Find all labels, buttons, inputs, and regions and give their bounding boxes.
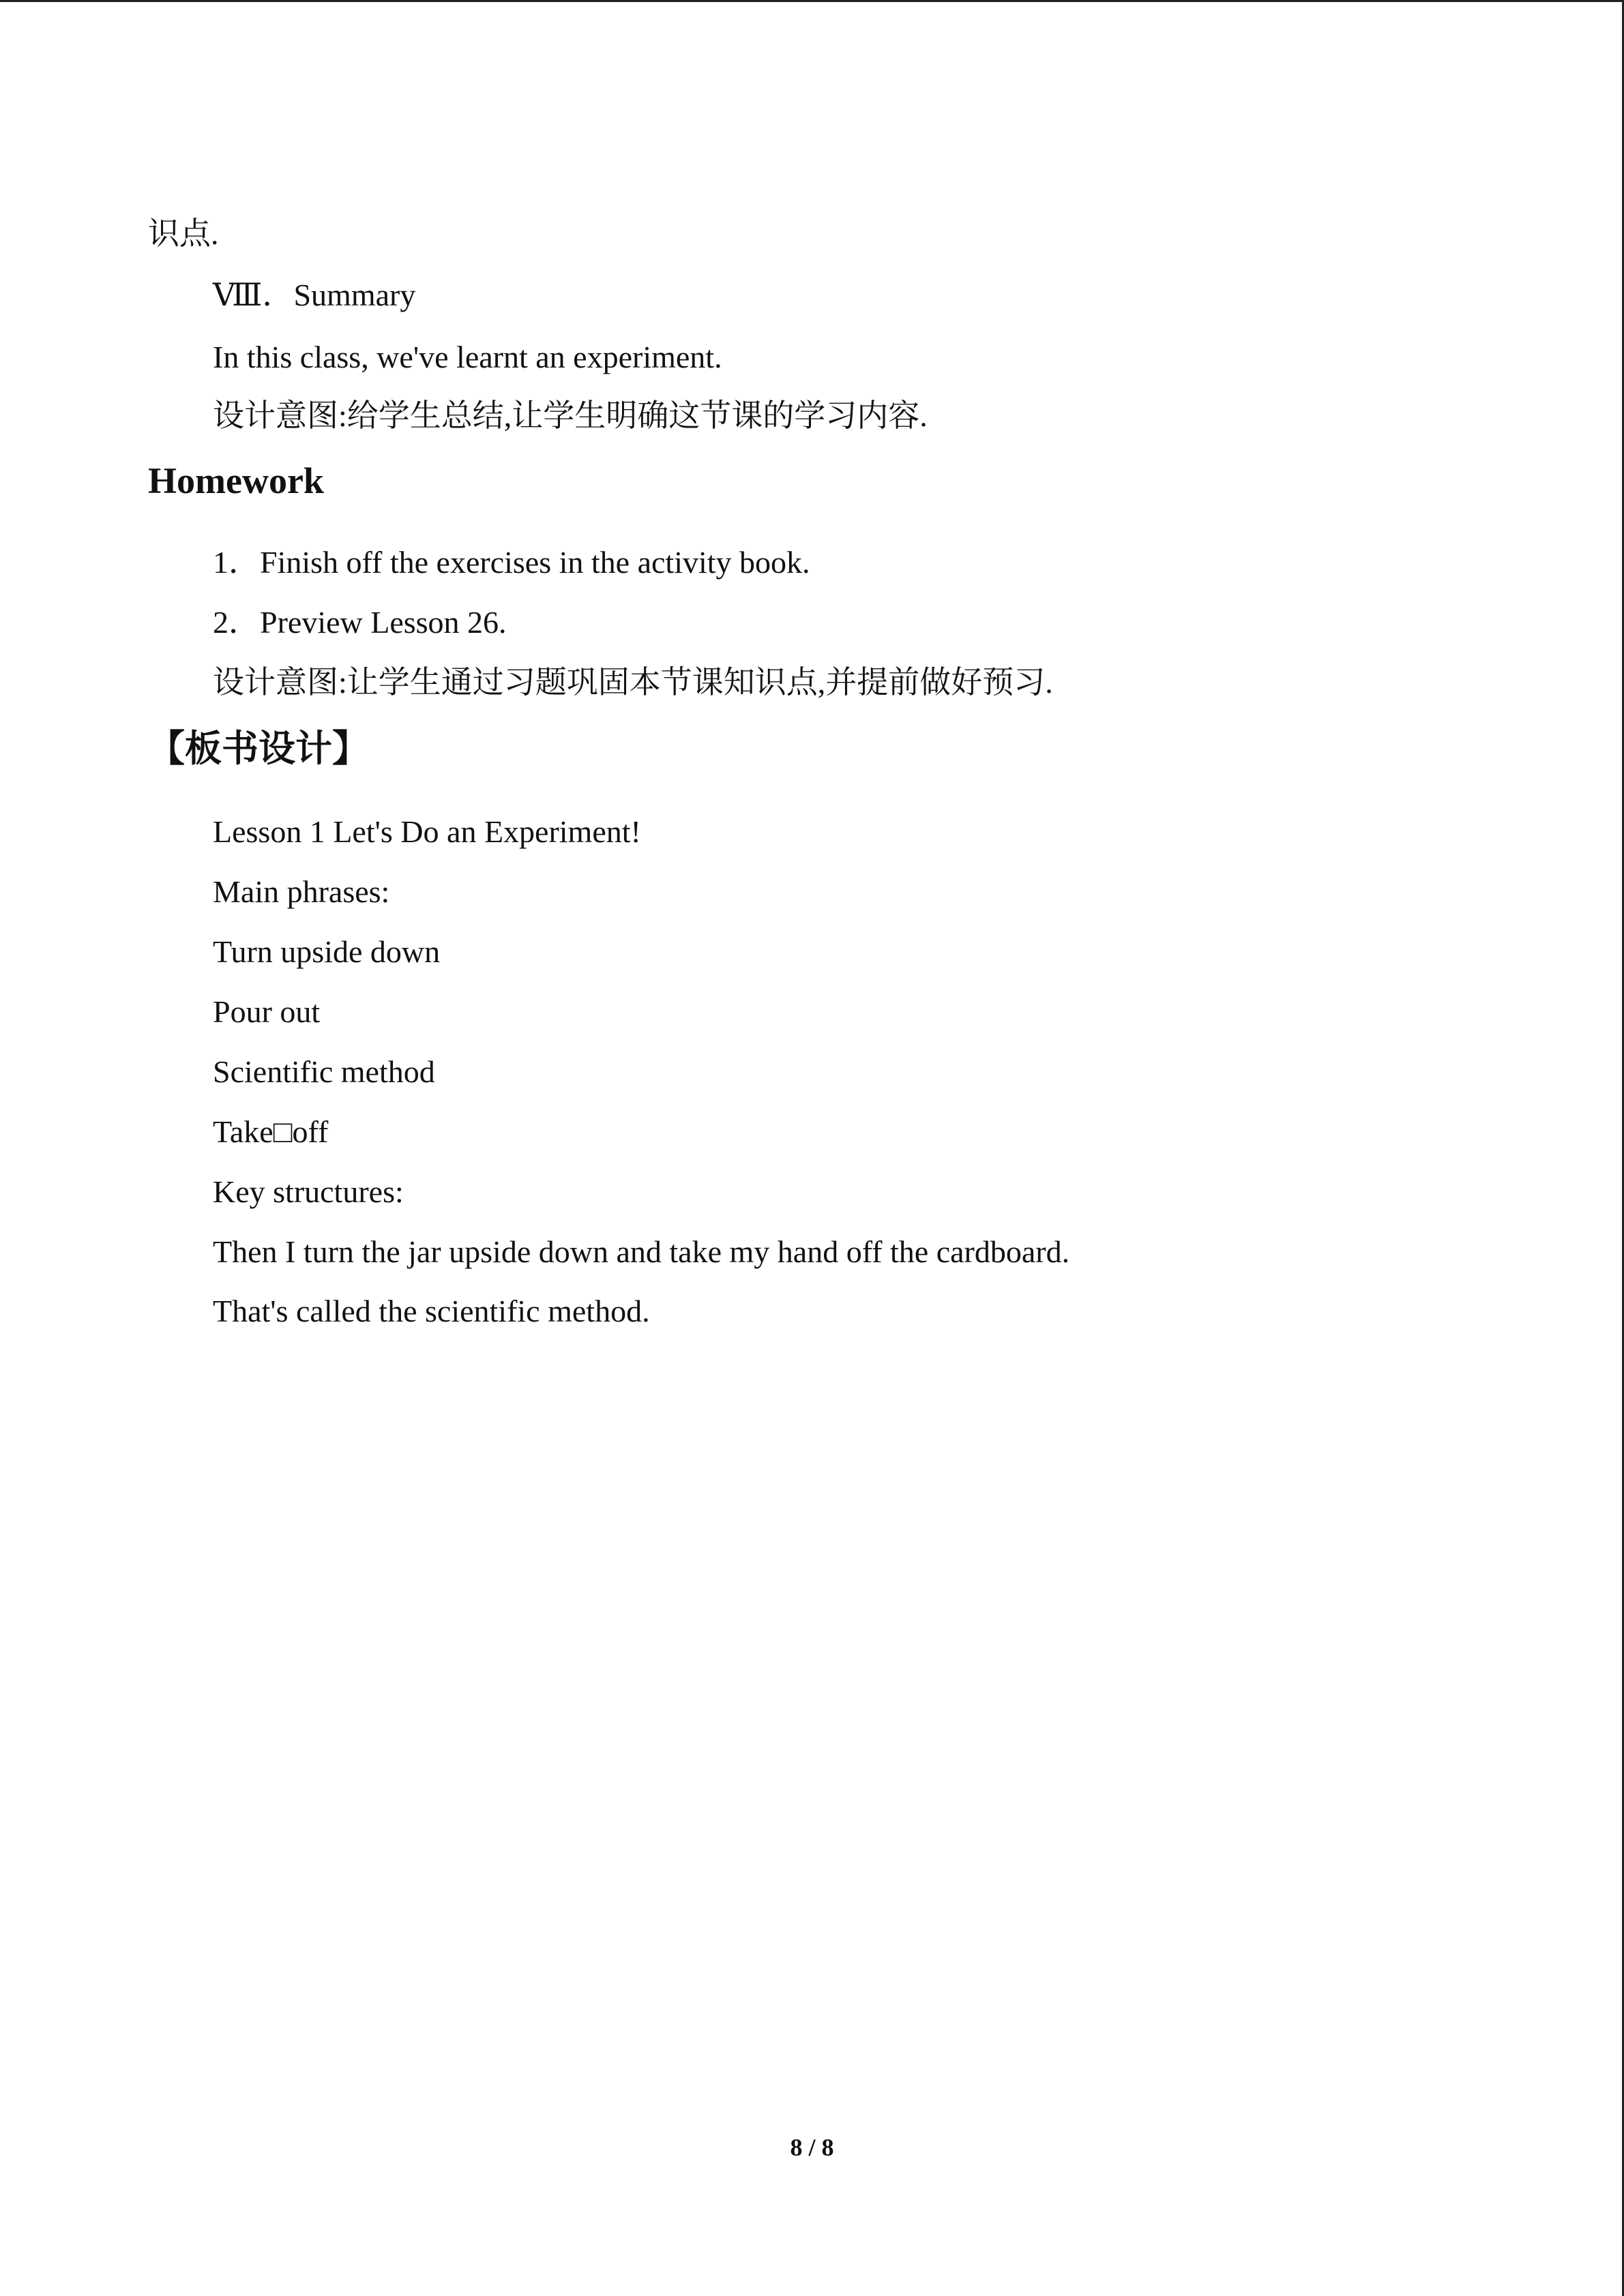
summary-heading: Ⅷ．Summary [213, 278, 416, 312]
board-line-lesson-title: Lesson 1 Let's Do an Experiment! [213, 814, 641, 849]
board-line-phrase-1: Turn upside down [213, 934, 441, 969]
homework-item-2: 2．Preview Lesson 26. [213, 605, 507, 640]
homework-intent: 设计意图:让学生通过习题巩固本节课知识点,并提前做好预习. [213, 665, 1053, 700]
board-line-phrase-2: Pour out [213, 994, 321, 1029]
board-design-heading: 【板书设计】 [148, 728, 369, 769]
board-line-structure-1: Then I turn the jar upside down and take my hand off the cardboard. [213, 1234, 1070, 1269]
page-number: 8 / 8 [790, 2134, 834, 2161]
board-line-key-structures: Key structures: [213, 1174, 404, 1209]
board-line-structure-2: That's called the scientific method. [213, 1294, 650, 1328]
continuation-text: 识点. [148, 216, 219, 251]
homework-heading: Homework [148, 460, 324, 501]
page-top-border [0, 0, 1624, 2]
homework-item-1: 1．Finish off the exercises in the activity book. [213, 545, 810, 580]
board-line-main-phrases: Main phrases: [213, 874, 390, 909]
board-line-phrase-4: Take□off [213, 1114, 329, 1149]
summary-intent: 设计意图:给学生总结,让学生明确这节课的学习内容. [213, 398, 928, 433]
board-line-phrase-3: Scientific method [213, 1054, 435, 1089]
summary-text: In this class, we've learnt an experiment. [213, 340, 722, 374]
